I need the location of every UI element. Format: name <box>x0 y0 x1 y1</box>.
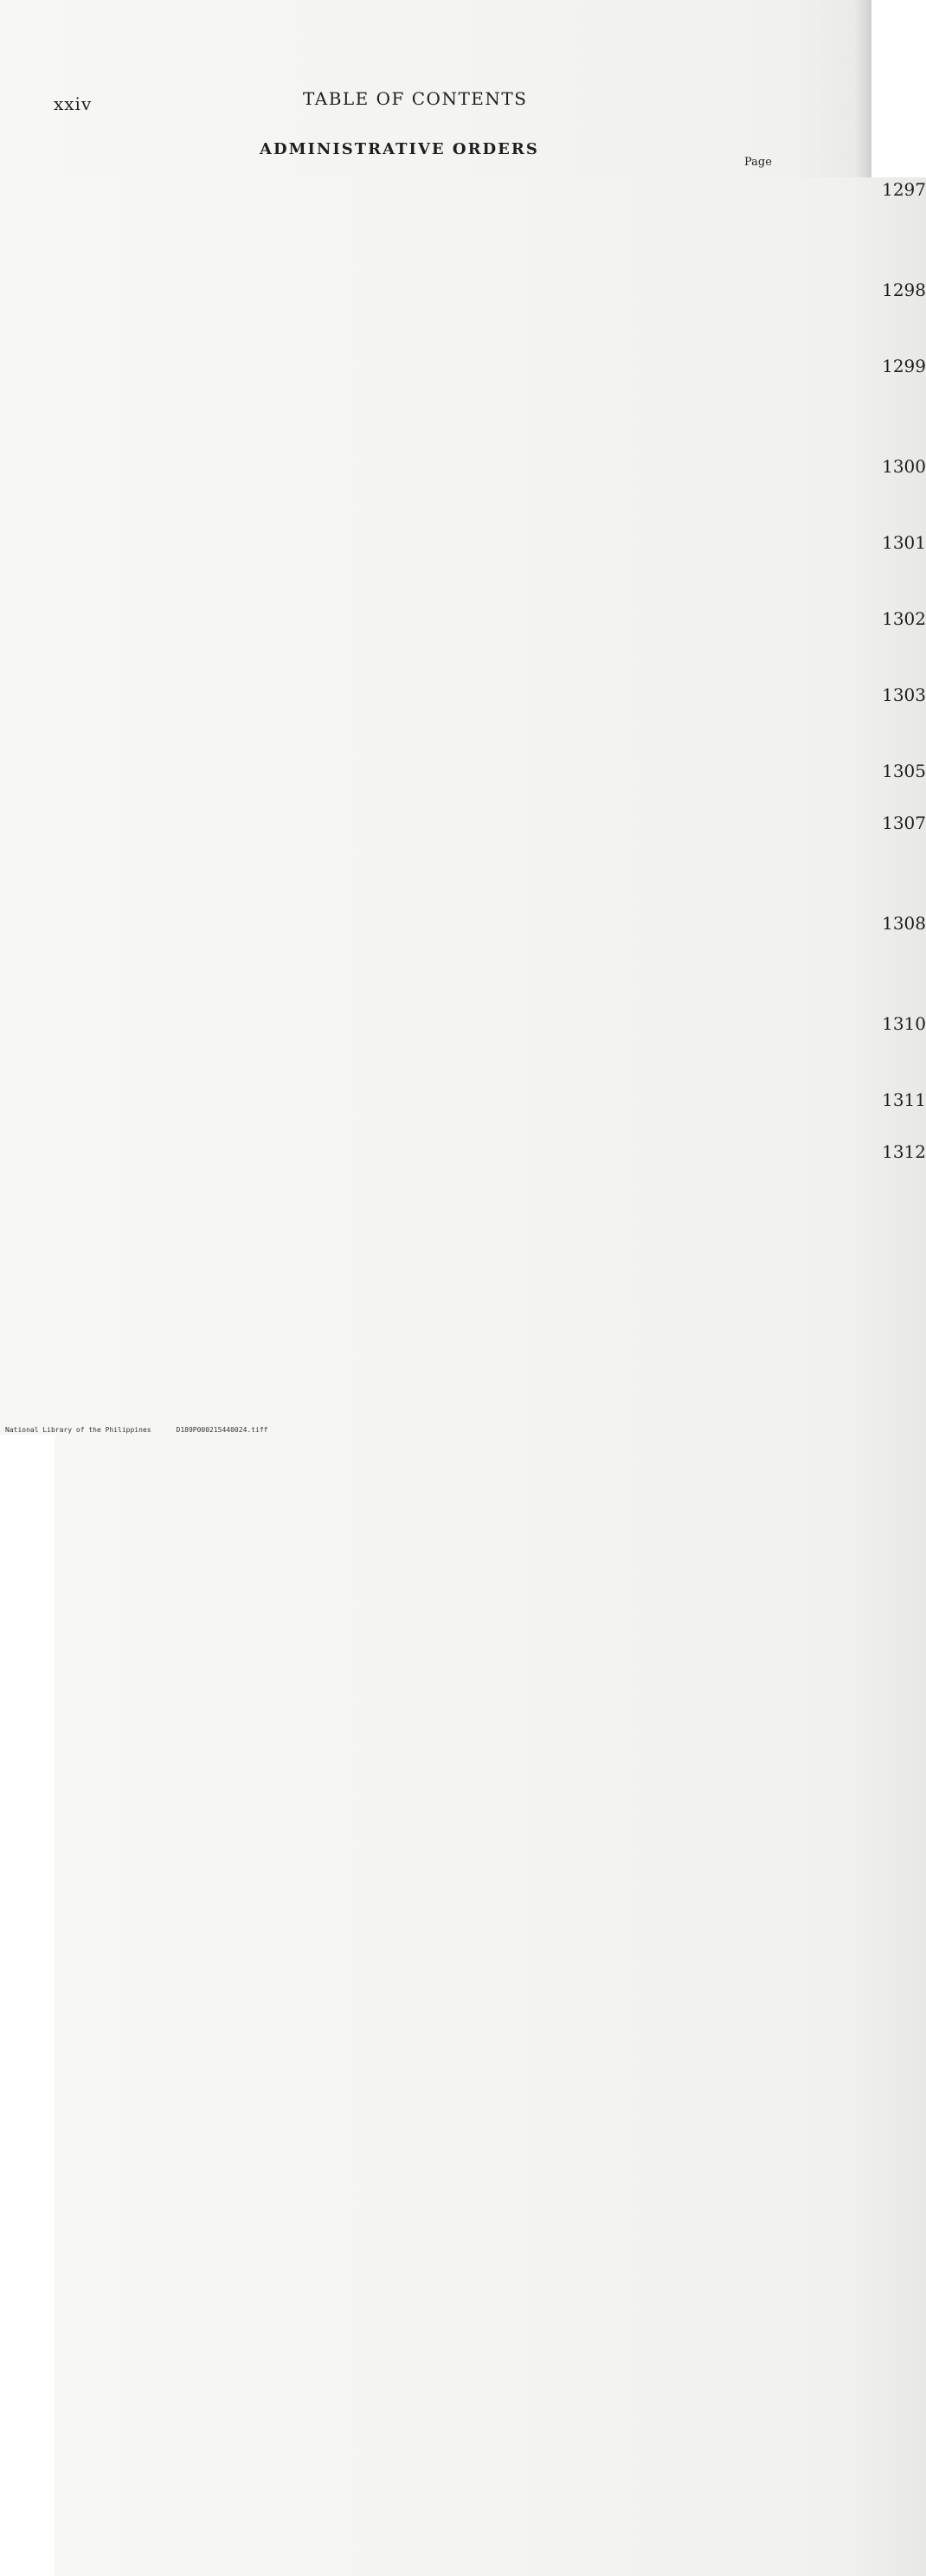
toc-entry <box>55 1088 926 1136</box>
entry-page: 1307 <box>55 811 926 2247</box>
toc-entry <box>55 683 926 755</box>
toc-entry <box>55 1012 926 1084</box>
entry-page: 1303 <box>55 683 926 2119</box>
entry-page: 1301 <box>55 530 926 1967</box>
entry-page: 1311 <box>55 1088 926 2524</box>
entry-page: 1305 <box>55 759 926 2195</box>
toc-entry <box>55 278 926 350</box>
section-title: ADMINISTRATIVE ORDERS <box>260 140 539 158</box>
toc-entry <box>55 607 926 679</box>
toc-entry <box>55 177 926 274</box>
footer-spacer <box>155 1426 171 1434</box>
running-head: TABLE OF CONTENTS <box>303 88 528 109</box>
footer-file: D189P000215440024.tiff <box>176 1426 268 1434</box>
page-number: xxiv <box>54 93 93 114</box>
entry-page: 1312 <box>55 1140 926 2576</box>
entry-page: 1310 <box>55 1012 926 2448</box>
entry-page: 1308 <box>55 911 926 2348</box>
entry-page: 1298 <box>55 278 926 1714</box>
footer-source: National Library of the Philippines <box>5 1426 151 1434</box>
entry-page: 1297 <box>55 177 926 1614</box>
toc-entry <box>55 454 926 527</box>
scan-footer <box>5 1426 267 1434</box>
toc-entry <box>55 759 926 807</box>
toc-entry <box>55 530 926 603</box>
toc-entry <box>55 354 926 451</box>
entry-page: 1299 <box>55 354 926 1790</box>
entry-page: 1302 <box>55 607 926 2043</box>
toc-entry <box>55 911 926 1008</box>
page-header <box>0 0 871 169</box>
toc-entries <box>55 177 926 1288</box>
toc-entry <box>55 1140 926 1285</box>
entry-page: 1300 <box>55 454 926 1891</box>
page-column-label: Page <box>744 156 772 169</box>
toc-entry <box>55 811 926 908</box>
